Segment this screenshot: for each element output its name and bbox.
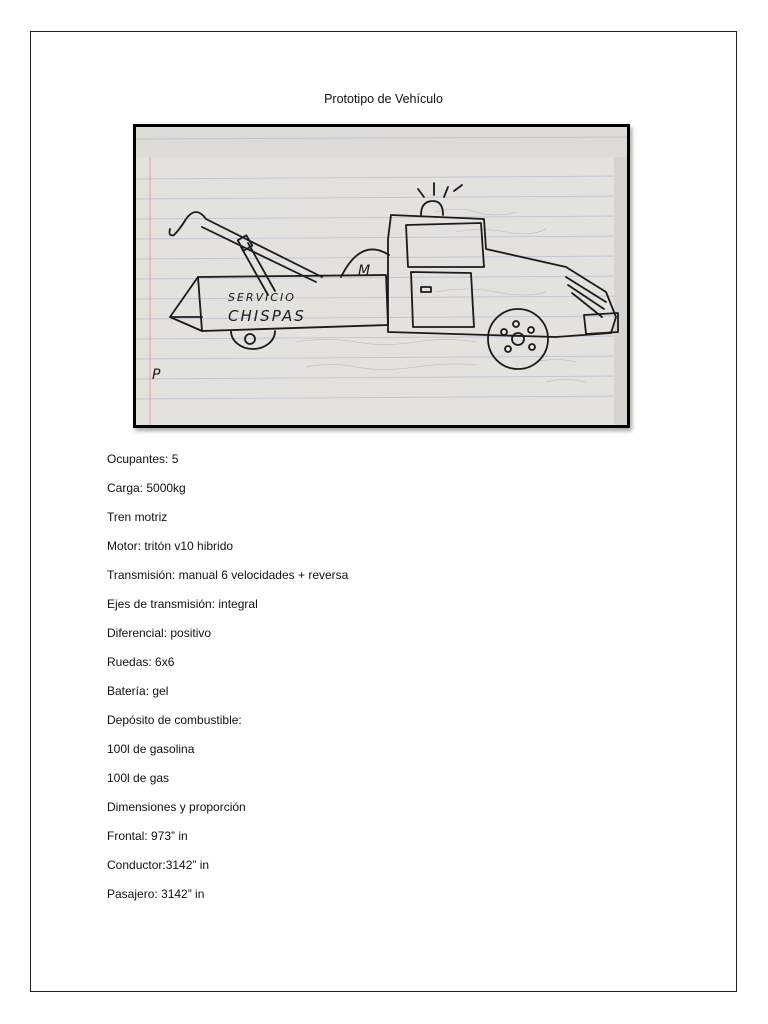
spec-item: Ocupantes: 5 <box>107 452 179 466</box>
sketch-text-line2: CHISPAS <box>228 307 306 325</box>
spec-item: Tren motriz <box>107 510 168 524</box>
spec-item: Dimensiones y proporción <box>107 800 246 814</box>
spec-item: Depósito de combustible: <box>107 713 242 727</box>
spec-item: Ruedas: 6x6 <box>107 655 175 669</box>
spec-item: Transmisión: manual 6 velocidades + reversa <box>107 568 349 582</box>
document-page <box>30 31 737 992</box>
spec-item: Pasajero: 3142” in <box>107 887 205 901</box>
spec-item: Carga: 5000kg <box>107 481 186 495</box>
spec-item: 100l de gasolina <box>107 742 195 756</box>
spec-list <box>107 451 348 915</box>
spec-item: Motor: tritón v10 hibrido <box>107 539 234 553</box>
vehicle-sketch-photo <box>133 124 630 428</box>
sketch-hood-letter: M <box>358 263 371 279</box>
spec-item: Conductor:3142” in <box>107 858 210 872</box>
tow-truck-sketch-icon <box>136 127 627 425</box>
spec-item: Frontal: 973” in <box>107 829 188 843</box>
sketch-text-line1: SERVICIO <box>228 291 296 304</box>
spec-item: Batería: gel <box>107 684 169 698</box>
spec-item: Ejes de transmisión: integral <box>107 597 258 611</box>
sketch-corner-letter: P <box>152 367 161 383</box>
page-title: Prototipo de Vehículo <box>324 92 443 106</box>
spec-item: 100l de gas <box>107 771 170 785</box>
spec-item: Diferencial: positivo <box>107 626 212 640</box>
